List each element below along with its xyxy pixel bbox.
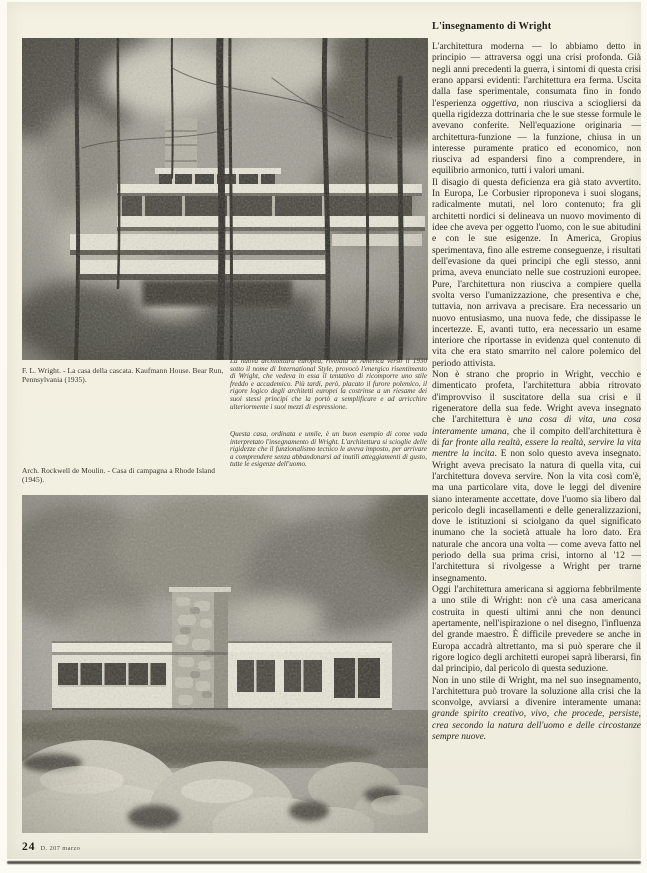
article-paragraph: Il disagio di questa deficienza era già stato avvertito. In Europa, Le Corbusier riproponeva i suoi slogans, radicalmente mutati, nel loro contenuto; fra gli architetti nordici si delineava un nuovo movimento di idee che aveva per oggetto l'uomo, con le sue abitudini e con le sue esigenze. In America, Gropius sperimentava, fino alle estreme conseguenze, i risultati dell'evasione da quei principi che egli stesso, anni prima, aveva enunciato nelle sue costruzioni europee. Pure, l'architettura non riusciva a compiere quella svolta verso l'umanizzazione, che presentiva e che, tuttavia, non arrivava a precisare. Era necessario un nuovo entusiasmo, una nuova fede, che dissipasse le incertezze. E, avanti tutto, era necessario un esame interiore che riportasse in evidenza quel contenuto di vita che era stato smarrito nel calore polemico del periodo attivista.	[432, 177, 641, 369]
article-paragraph: Oggi l'architettura americana si aggiorna febbrilmente a uno stile di Wright: non c'è una casa americana costruita in questi ultimi anni che non denunci apertamente, nell'ispirazione o nel disegno, l'influenza del grande maestro. È difficile prevedere se anche in Europa accadrà altrettanto, ma si può sperare che il rigore logico degli architetti europei saprà liberarsi, fin dal principio, dal pericolo di questa seduzione.	[432, 585, 641, 675]
figure-caption-fallingwater: F. L. Wright. - La casa della cascata. Kaufmann House. Bear Run, Pennsylvania (1935).	[22, 366, 224, 384]
country-house-photo	[22, 495, 428, 833]
page-number: 24	[22, 841, 36, 853]
article-body	[432, 42, 641, 743]
article-paragraph: Non è strano che proprio in Wright, vecchio e dimenticato profeta, l'architettura abbia ritrovato d'improvviso il suscitatore della sua crisi e il rigeneratore della sua fede. Wright aveva insegnato che l'architettura è una cosa di vita, una cosa interamente umana, che il compito dell'architettura è di far fronte alla realtà, essere la realtà, servire la vita mentre la incita. E non solo questo aveva insegnato. Wright aveva precisato la natura di quella vita, cui l'architettura doveva servire. Non la vita così com'è, ma una particolare vita, dove le leggi del divenire siano interamente accettate, dove l'uomo sia libero dal pericolo degli incasellamenti e delle generalizzazioni, dove le istituzioni si sciolgano da quel significato inumano che la società attuale ha loro dato. Era naturale che ancora una volta — come aveva fatto nel periodo della sua prima crisi, intorno al '12 — l'architettura si rivolgesse a Wright per trarne insegnamento.	[432, 370, 642, 584]
fallingwater-photo	[22, 38, 428, 360]
country-house-illustration	[22, 495, 428, 833]
article-paragraph: L'architettura moderna — lo abbiamo detto in principio — attraversa oggi una crisi profonda. Già negli anni precedenti la guerra, i sintomi di questa crisi erano apparsi evidenti: l'architettura era ferma. Uscita dalla fase sperimentale, consumata fino in fondo l'esperienza oggettiva, non riusciva a sciogliersi da quella rigidezza dottrinaria che le sue stesse formule le avevano conferite. Nell'equazione originaria — architettura-funzione — la funzione, chiusa in un interesse puramente pratico ed economico, non riusciva ad espandersi fino a comprendere, in equilibrio armonico, tutti i valori umani.	[432, 42, 641, 177]
issue-label: D. 207 marzo	[40, 845, 81, 852]
page-bottom-edge	[7, 861, 641, 864]
figure-commentary-rhode-island: Questa casa, ordinata e umile, è un buon esempio di come vada interpretato l'insegnamento di Wright. L'architettura si scioglie delle rigidezze che il funzionalismo tecnico le aveva imposto, per arrivare a comprendere senza abbandonarsi ad inutili atteggiamenti di gusto, tutte le esigenze dell'uomo.	[230, 430, 427, 469]
article-title: L'insegnamento di Wright	[432, 21, 552, 32]
figure-commentary-fallingwater: La nuova architettura europea, rivelata in America verso il 1930 sotto il nome di International Style, provocò l'energico risentimento di Wright, che vedeva in essa il tentativo di ricomporre uno stile freddo e accademico. Più tardi, però, placato il furore polemico, il rigore logico degli architetti europei la costrinse a un riesame dei suoi stessi principi che la portò a semplificare e ad arricchire ulteriormente i suoi mezzi di espressione.	[230, 357, 427, 411]
figure-caption-rhode-island: Arch. Rockwell de Moulin. - Casa di campagna a Rhode Island (1945).	[22, 466, 216, 484]
page-footer	[22, 841, 80, 855]
article-paragraph: Non in uno stile di Wright, ma nel suo insegnamento, l'architettura può trovare la soluzione alla crisi che la sconvolge, avviarsi a divenire interamente umana: grande spirito creativo, vivo, che procede, persiste, crea secondo la natura dell'uomo e delle circostanze sempre nuove.	[432, 675, 641, 743]
fallingwater-illustration	[22, 38, 428, 360]
